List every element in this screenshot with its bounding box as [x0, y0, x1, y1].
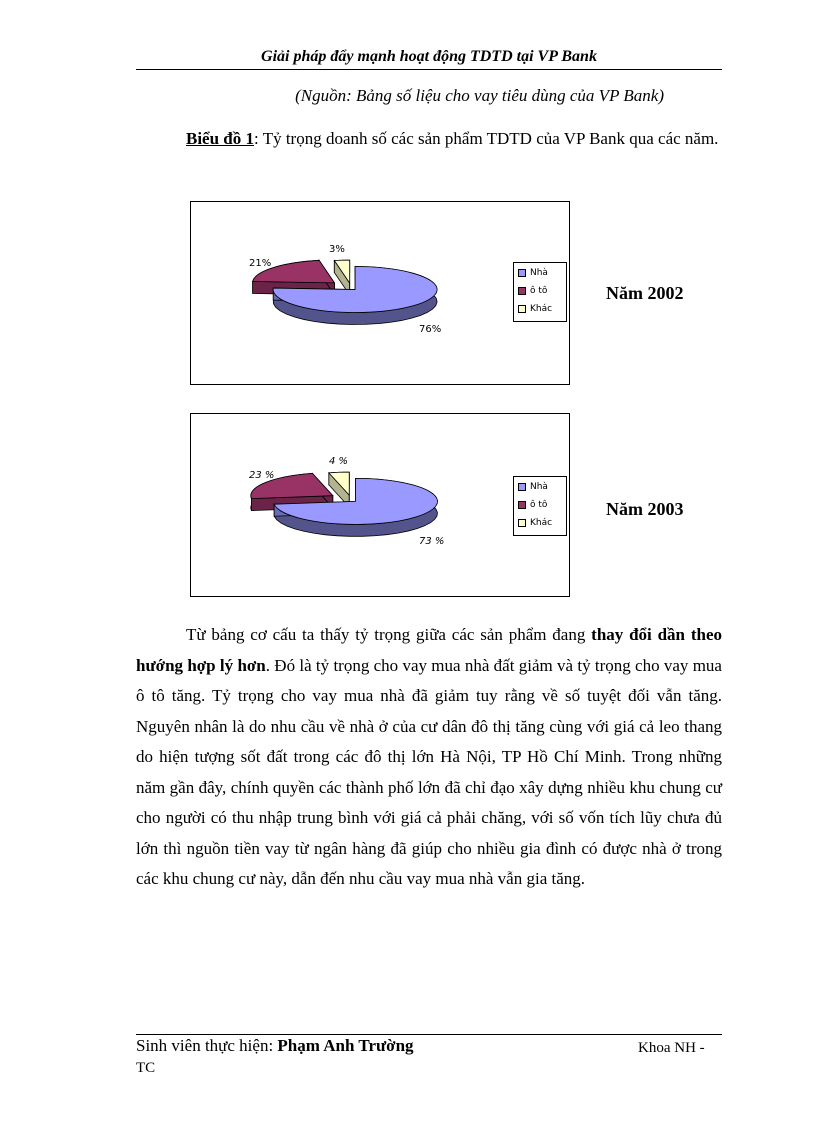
legend-swatch-oto: [518, 501, 526, 509]
data-label-oto: 21%: [249, 258, 272, 269]
data-label-oto: 23 %: [249, 470, 275, 481]
legend-label-nha: Nhà: [530, 268, 548, 278]
header-rule: [136, 69, 722, 70]
source-note: (Nguồn: Bảng số liệu cho vay tiêu dùng của VP Bank): [295, 86, 664, 105]
header-title: Giải pháp đẩy mạnh hoạt động TDTD tại VP Bank: [261, 48, 597, 65]
legend-label-khac: Khác: [530, 304, 553, 314]
data-label-nha: 76%: [419, 324, 442, 335]
chart-caption-text: : Tỷ trọng doanh số các sản phẩm TDTD của VP Bank qua các năm.: [254, 129, 719, 148]
legend-item-nha: [518, 267, 548, 279]
pie-chart-2003: [190, 413, 570, 597]
body-text-rest: . Đó là tỷ trọng cho vay mua nhà đất giảm và tỷ trọng cho vay mua ô tô tăng. Tỷ trọng cho vay mua nhà đã giảm tuy rằng về số tuyệt đối vẫn tăng. Nguyên nhân là do nhu cầu về nhà ở của cư dân đô thị tăng cùng với giá cả leo thang do hiện tượng sốt đất trong các đô thị lớn Hà Nội, TP Hồ Chí Minh. Trong những năm gần đây, chính quyền các thành phố lớn đã chỉ đạo xây dựng nhiều khu chung cư cho người có thu nhập trung bình với giá cả phải chăng, với số vốn tích lũy chưa đủ lớn thì nguồn tiền vay từ ngân hàng đã giúp cho nhiều gia đình có được nhà ở trong các khu chung cư này, dẫn đến nhu cầu vay mua nhà vẫn gia tăng.: [136, 655, 722, 888]
pie-chart-2002: [190, 201, 570, 385]
chart-caption: [136, 124, 722, 154]
chart-title-2002: Năm 2002: [606, 283, 684, 303]
data-label-khac: 4 %: [329, 456, 349, 467]
footer-student-name: Phạm Anh Trường: [277, 1036, 414, 1055]
body-paragraph: [136, 620, 722, 895]
legend-swatch-khac: [518, 305, 526, 313]
data-label-nha: 73 %: [419, 536, 445, 547]
legend-item-khac: [518, 303, 552, 315]
legend-item-nha: [518, 481, 548, 493]
legend-label-nha: Nhà: [530, 482, 548, 492]
legend-swatch-khac: [518, 519, 526, 527]
legend-item-oto: [518, 499, 547, 511]
legend-label-khac: Khác: [530, 518, 553, 528]
legend-label-oto: ô tô: [530, 286, 548, 296]
footer-student-label: Sinh viên thực hiện:: [136, 1036, 278, 1055]
legend-label-oto: ô tô: [530, 500, 548, 510]
chart-legend: [513, 262, 567, 322]
legend-swatch-nha: [518, 269, 526, 277]
footer-faculty-cont: TC: [136, 1060, 156, 1076]
footer-student: [136, 1036, 414, 1056]
chart-title-2003: Năm 2003: [606, 499, 684, 519]
footer-faculty: Khoa NH -: [638, 1040, 705, 1056]
legend-item-oto: [518, 285, 547, 297]
footer-rule: [136, 1034, 722, 1035]
legend-swatch-oto: [518, 287, 526, 295]
legend-swatch-nha: [518, 483, 526, 491]
legend-item-khac: [518, 517, 552, 529]
chart-caption-label: Biểu đồ 1: [186, 129, 255, 148]
body-text-emphasis: thay đổi dần theo hướng hợp lý hơn: [136, 625, 722, 675]
chart-legend: [513, 476, 567, 536]
body-text-start: Từ bảng cơ cấu ta thấy tỷ trọng giữa các sản phẩm đang: [186, 625, 592, 644]
data-label-khac: 3%: [329, 244, 345, 255]
